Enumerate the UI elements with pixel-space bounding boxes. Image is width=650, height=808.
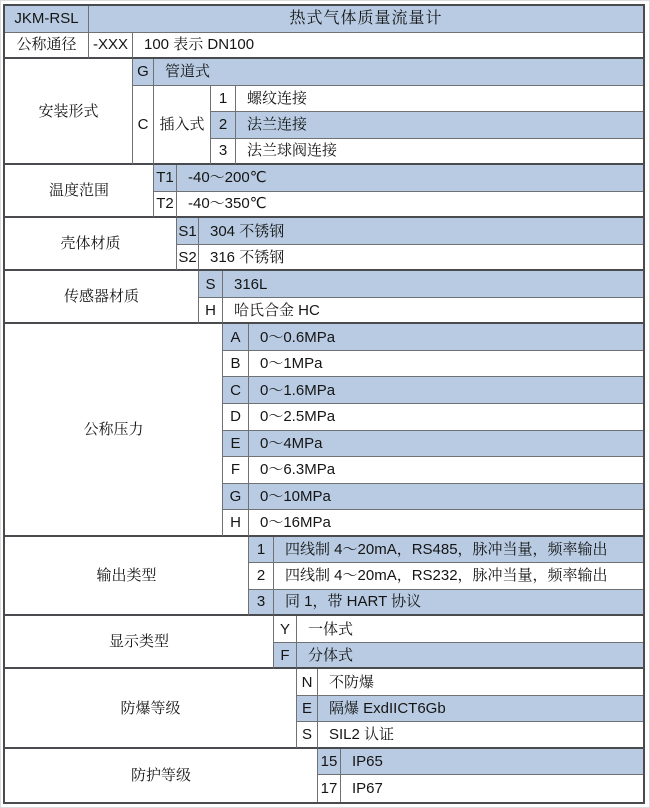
output-option-code: 2 bbox=[249, 563, 274, 590]
pressure-option-desc: 0～1.6MPa bbox=[249, 377, 643, 404]
output-option-desc: 四线制 4～20mA，RS232，脉冲当量，频率输出 bbox=[274, 563, 643, 590]
insert-option-desc: 螺纹连接 bbox=[236, 86, 643, 113]
explosion-option-code: S bbox=[297, 722, 318, 749]
display-option-code: Y bbox=[274, 616, 297, 643]
install-insert-code: C bbox=[133, 86, 154, 166]
pressure-option-desc: 0～2.5MPa bbox=[249, 404, 643, 431]
housing-option-code: S2 bbox=[177, 245, 199, 272]
diameter-label: 公称通径 bbox=[5, 33, 89, 60]
pressure-option-code: H bbox=[223, 510, 249, 537]
pressure-option-desc: 0～10MPa bbox=[249, 484, 643, 511]
pressure-option-code: C bbox=[223, 377, 249, 404]
pressure-option-code: G bbox=[223, 484, 249, 511]
display-label: 显示类型 bbox=[5, 616, 274, 669]
pressure-option-code: F bbox=[223, 457, 249, 484]
diameter-desc: 100 表示 DN100 bbox=[133, 33, 643, 60]
insert-option-code: 1 bbox=[211, 86, 236, 113]
pressure-label: 公称压力 bbox=[5, 324, 223, 536]
explosion-option-code: E bbox=[297, 696, 318, 723]
pressure-option-desc: 0～1MPa bbox=[249, 351, 643, 378]
insert-option-code: 3 bbox=[211, 139, 236, 166]
protection-option-code: 15 bbox=[318, 749, 341, 776]
pressure-option-desc: 0～16MPa bbox=[249, 510, 643, 537]
explosion-option-code: N bbox=[297, 669, 318, 696]
insert-option-desc: 法兰球阀连接 bbox=[236, 139, 643, 166]
sensor-option-code: H bbox=[199, 298, 223, 325]
display-option-code: F bbox=[274, 643, 297, 670]
pressure-option-code: E bbox=[223, 431, 249, 458]
insert-option-code: 2 bbox=[211, 112, 236, 139]
temperature-option-code: T2 bbox=[154, 192, 177, 219]
pressure-option-desc: 0～6.3MPa bbox=[249, 457, 643, 484]
housing-option-desc: 304 不锈钢 bbox=[199, 218, 643, 245]
housing-option-desc: 316 不锈钢 bbox=[199, 245, 643, 272]
protection-label: 防护等级 bbox=[5, 749, 318, 802]
output-option-code: 1 bbox=[249, 537, 274, 564]
output-label: 输出类型 bbox=[5, 537, 249, 617]
title-cell: 热式气体质量流量计 bbox=[89, 6, 643, 33]
explosion-option-desc: SIL2 认证 bbox=[318, 722, 643, 749]
explosion-option-desc: 隔爆 ExdIICT6Gb bbox=[318, 696, 643, 723]
sensor-option-desc: 316L bbox=[223, 271, 643, 298]
explosion-label: 防爆等级 bbox=[5, 669, 297, 749]
temperature-option-desc: -40～200℃ bbox=[177, 165, 643, 192]
sensor-option-code: S bbox=[199, 271, 223, 298]
pressure-option-code: A bbox=[223, 324, 249, 351]
insert-option-desc: 法兰连接 bbox=[236, 112, 643, 139]
housing-label: 壳体材质 bbox=[5, 218, 177, 271]
display-option-desc: 分体式 bbox=[297, 643, 643, 670]
sensor-option-desc: 哈氏合金 HC bbox=[223, 298, 643, 325]
model-cell: JKM-RSL bbox=[5, 6, 89, 33]
spec-table bbox=[3, 4, 645, 804]
pressure-option-code: B bbox=[223, 351, 249, 378]
install-pipe-desc: 管道式 bbox=[154, 59, 643, 86]
output-option-desc: 同 1，带 HART 协议 bbox=[274, 590, 643, 617]
output-option-code: 3 bbox=[249, 590, 274, 617]
temperature-option-code: T1 bbox=[154, 165, 177, 192]
explosion-option-desc: 不防爆 bbox=[318, 669, 643, 696]
temperature-label: 温度范围 bbox=[5, 165, 154, 218]
display-option-desc: 一体式 bbox=[297, 616, 643, 643]
protection-option-desc: IP65 bbox=[341, 749, 643, 776]
sensor-label: 传感器材质 bbox=[5, 271, 199, 324]
protection-option-desc: IP67 bbox=[341, 775, 643, 802]
install-label: 安装形式 bbox=[5, 59, 133, 165]
temperature-option-desc: -40～350℃ bbox=[177, 192, 643, 219]
pressure-option-desc: 0～0.6MPa bbox=[249, 324, 643, 351]
protection-option-code: 17 bbox=[318, 775, 341, 802]
install-insert-desc: 插入式 bbox=[154, 86, 211, 166]
pressure-option-code: D bbox=[223, 404, 249, 431]
pressure-option-desc: 0～4MPa bbox=[249, 431, 643, 458]
install-pipe-code: G bbox=[133, 59, 154, 86]
diameter-code: -XXX bbox=[89, 33, 133, 60]
housing-option-code: S1 bbox=[177, 218, 199, 245]
output-option-desc: 四线制 4～20mA，RS485，脉冲当量，频率输出 bbox=[274, 537, 643, 564]
